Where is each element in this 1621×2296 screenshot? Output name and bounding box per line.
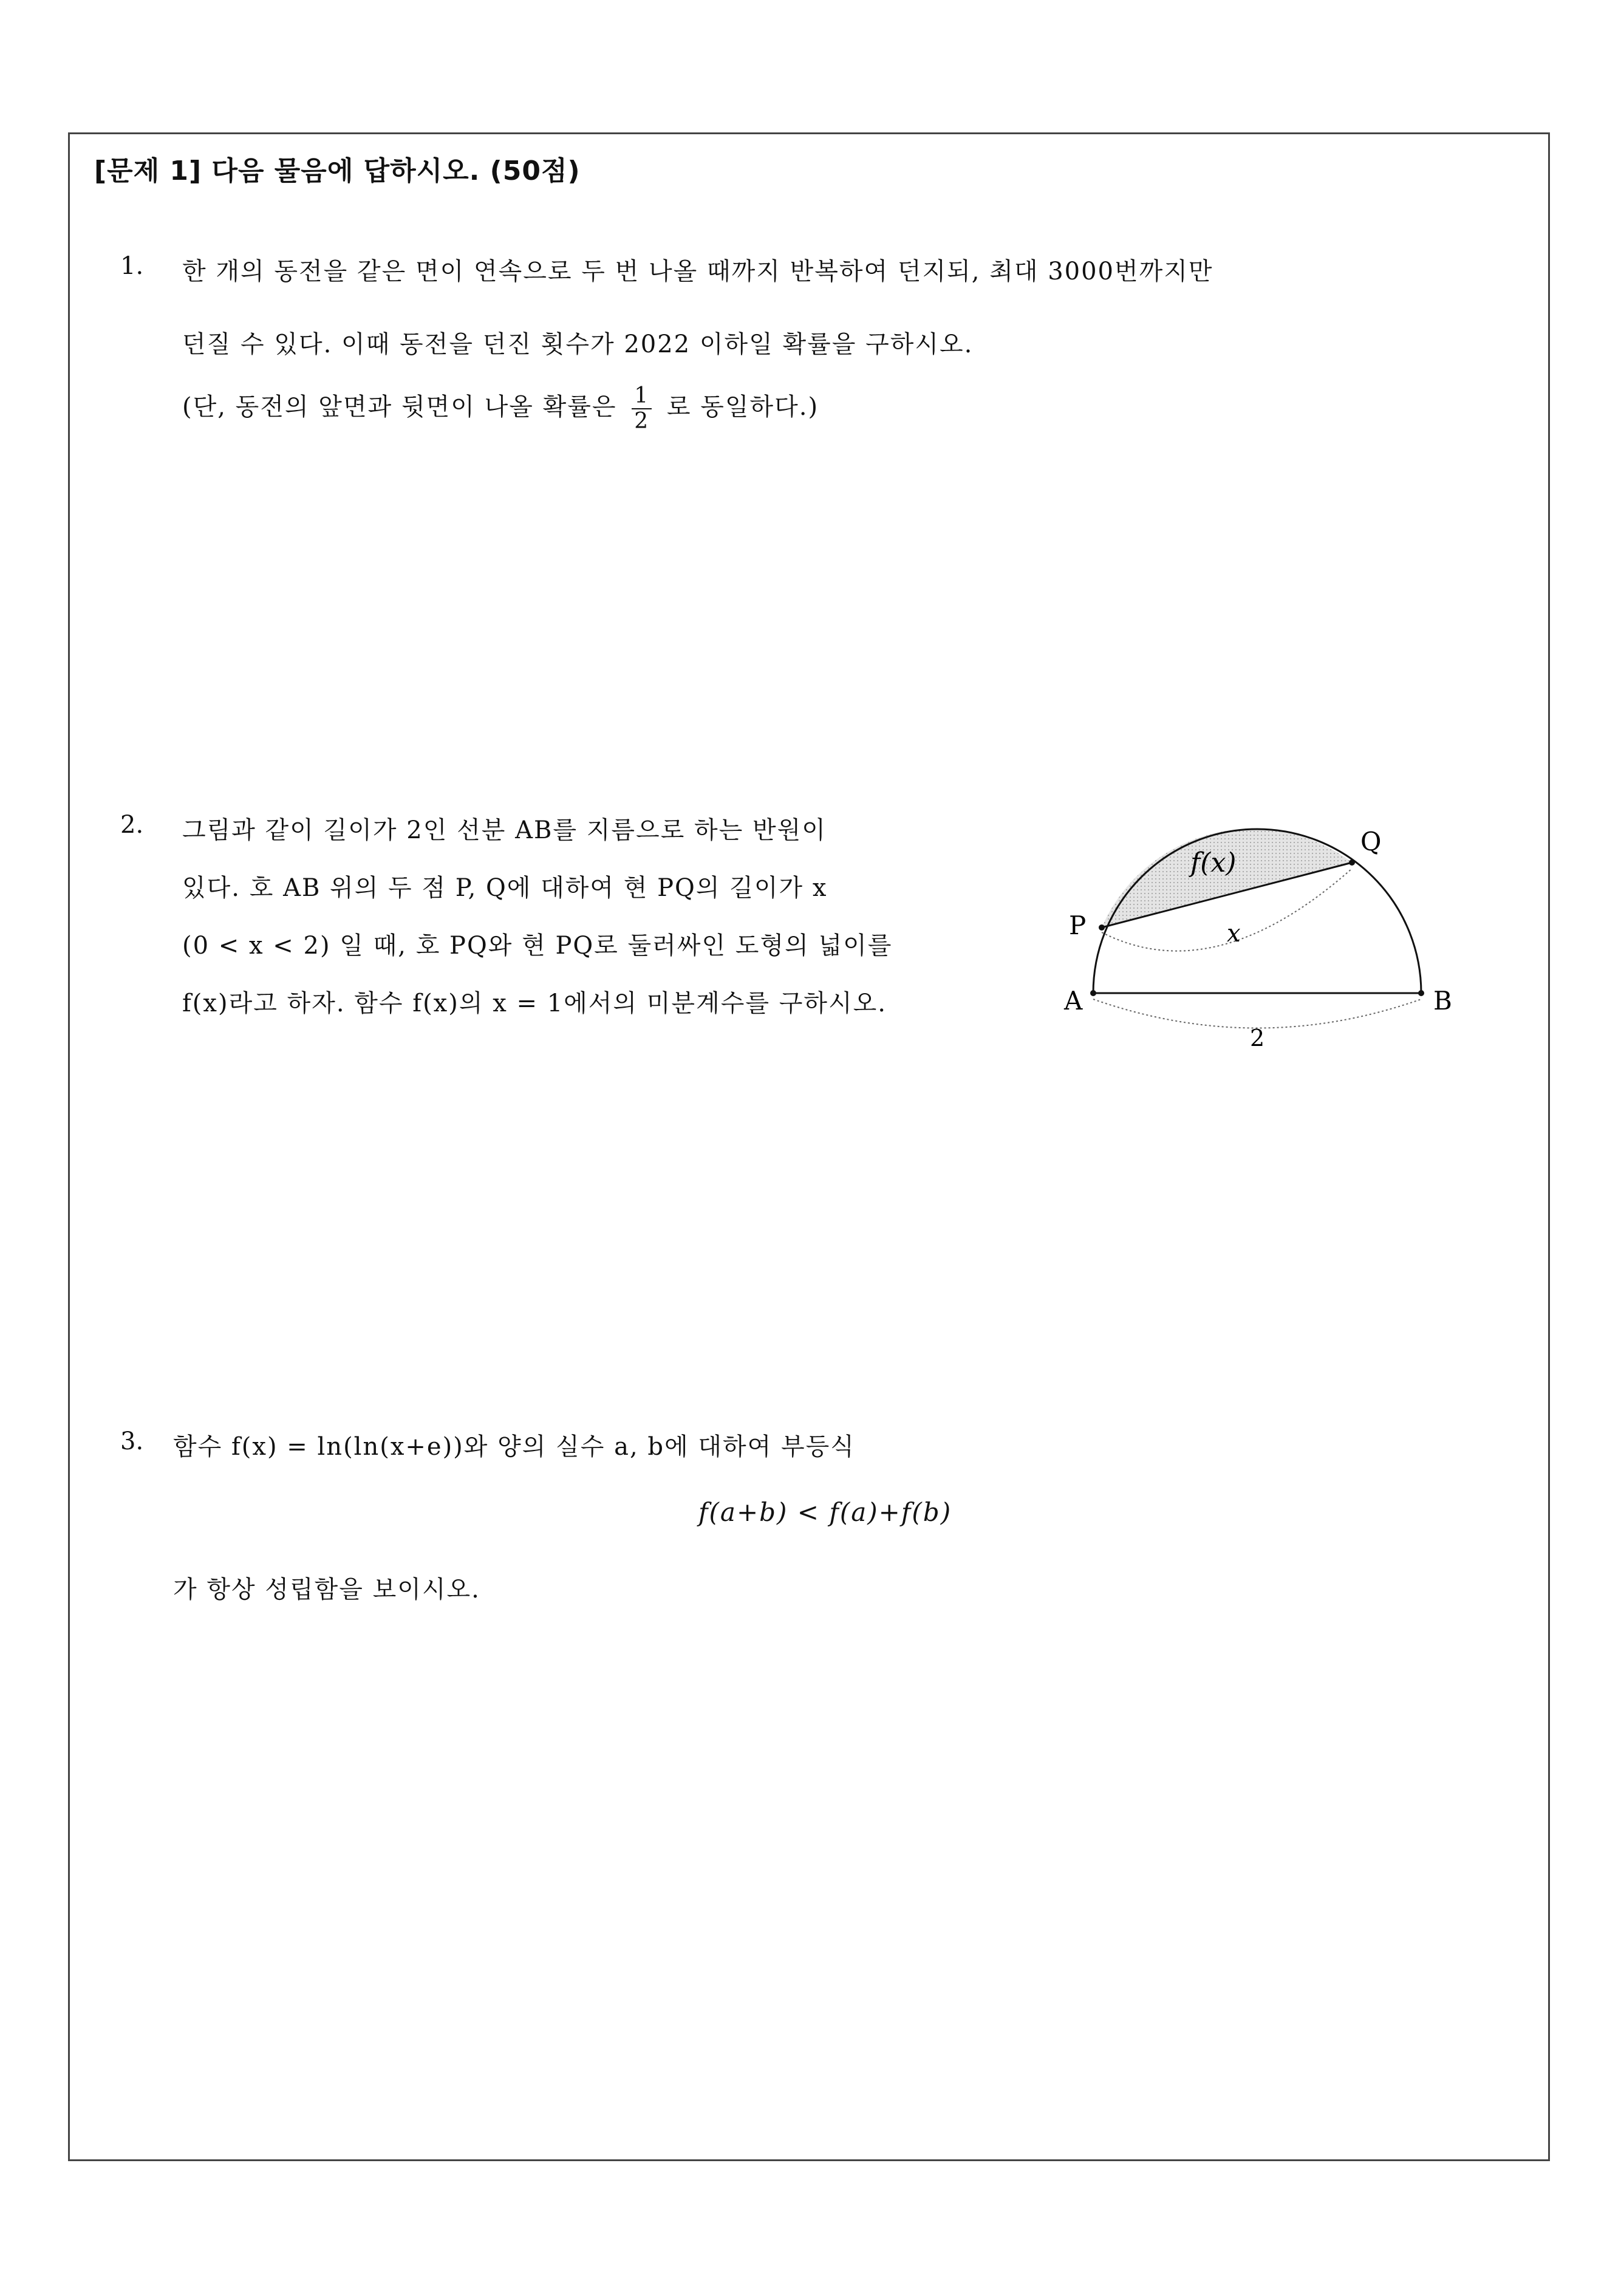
problem-3-number: 3.: [120, 1427, 144, 1455]
problem-2-line-1: 그림과 같이 길이가 2인 선분 AB를 지름으로 하는 반원이: [182, 816, 827, 844]
fraction-numerator: 1: [632, 384, 652, 409]
label-q: Q: [1360, 827, 1382, 856]
inequality: f(a+b) < f(a)+f(b): [698, 1497, 952, 1527]
fraction-denominator: 2: [634, 409, 650, 434]
point-b: [1418, 990, 1424, 996]
problem-1-line-2: 던질 수 있다. 이때 동전을 던진 횟수가 2022 이하일 확률을 구하시오.: [182, 330, 974, 358]
problem-2-number: 2.: [120, 811, 144, 839]
point-q: [1349, 859, 1355, 866]
label-b: B: [1433, 986, 1452, 1016]
section-title: [문제 1] 다음 물음에 답하시오. (50점): [94, 155, 581, 186]
problem-1-line-3: [182, 384, 819, 434]
problem-1-number: 1.: [120, 252, 144, 280]
label-p: P: [1069, 911, 1087, 940]
problem-3-line-3: 가 항상 성립함을 보이시오.: [173, 1576, 480, 1604]
semicircle-figure: [1045, 790, 1470, 1105]
point-a: [1090, 990, 1096, 996]
problem-1-line-3-text: (단, 동전의 앞면과 뒷면이 나올 확률은: [182, 393, 617, 421]
problem-2-line-3: (0 < x < 2) 일 때, 호 PQ와 현 PQ로 둘러싸인 도형의 넓이를: [182, 932, 893, 960]
problem-3-line-1: 함수 f(x) = ln(ln(x+e))와 양의 실수 a, b에 대하여 부등식: [173, 1433, 855, 1461]
problem-2-line-4: f(x)라고 하자. 함수 f(x)의 x = 1에서의 미분계수를 구하시오.: [182, 989, 887, 1017]
problem-1-line-1: 한 개의 동전을 같은 면이 연속으로 두 번 나올 때까지 반복하여 던지되, 최대 3000번까지만: [182, 258, 1213, 285]
problem-2-line-2: 있다. 호 AB 위의 두 점 P, Q에 대하여 현 PQ의 길이가 x: [182, 874, 828, 902]
label-x: x: [1227, 920, 1241, 948]
label-a: A: [1064, 986, 1083, 1016]
label-2: 2: [1250, 1025, 1265, 1051]
fraction-one-half: [632, 384, 652, 434]
problem-1-line-3-end: 로 동일하다.): [666, 393, 819, 421]
page-frame: [68, 132, 1550, 2161]
point-p: [1099, 924, 1105, 931]
label-fx: f(x): [1190, 847, 1237, 878]
brace-2: [1093, 999, 1421, 1028]
